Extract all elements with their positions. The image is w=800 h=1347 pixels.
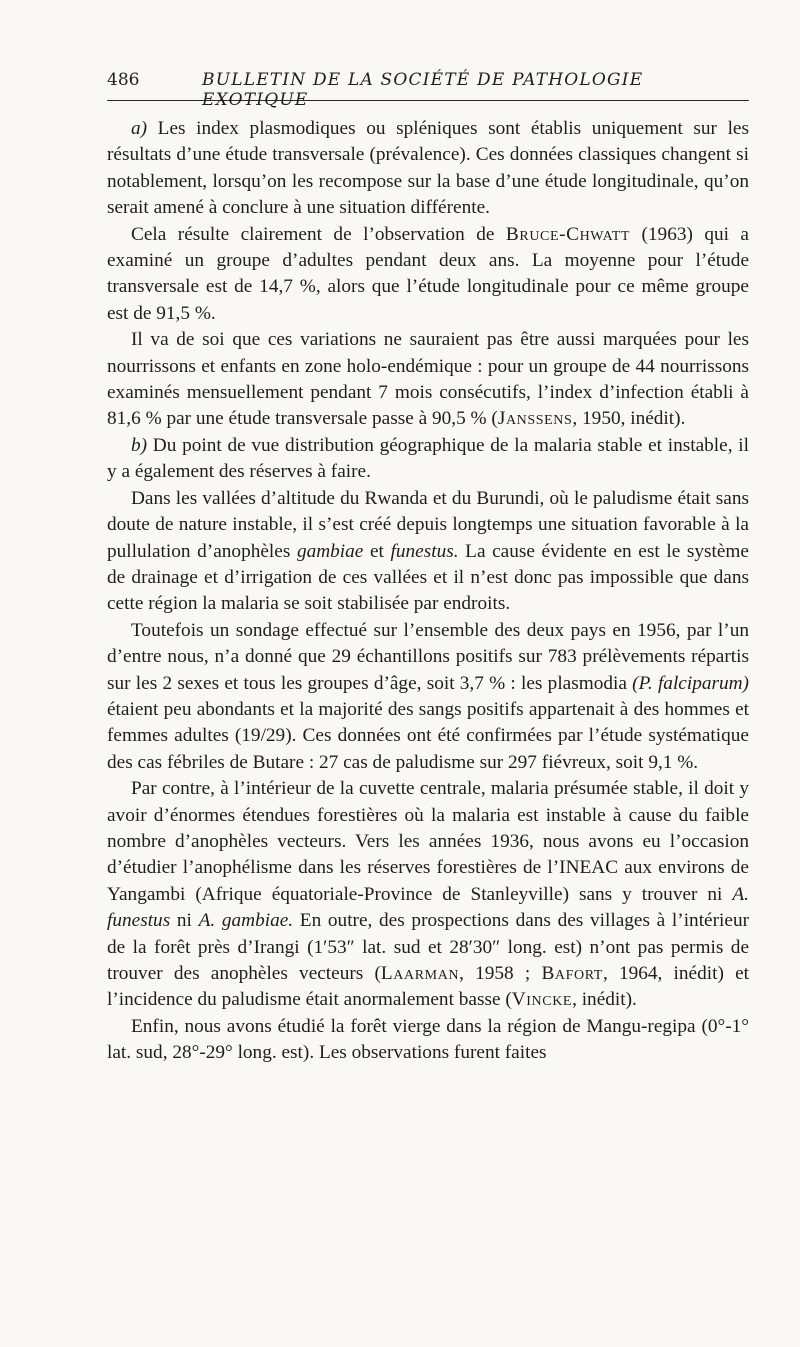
author-citation: Bafort: [541, 963, 603, 984]
paragraph-text: , inédit).: [572, 989, 637, 1011]
paragraph-text: En outre, des prospections dans des villages à l’intérieur de la forêt près d’Irangi (1′53″ lat. sud et 28′30″ long. est) n’ont pas permis de trouver des anophèles vecteurs (: [107, 910, 750, 984]
species-name: (P. falciparum): [632, 672, 749, 694]
species-name: funestus.: [390, 540, 459, 562]
paragraph-text: Par contre, à l’intérieur de la cuvette centrale, malaria présumée stable, il doit y avoir d’énormes étendues forestières où la malaria est instable à cause du faible nombre d’anophèles vecteurs. Vers les années 1936, nous avons eu l’occasion d’étudier l’anophélisme dans les réserves forestières de l’INEAC aux environs de Yangambi (Afrique équatoriale-Province de Stanleyville) sans y trouver ni: [107, 778, 749, 905]
paragraph-text: ni: [170, 910, 199, 932]
body-text: [107, 116, 749, 1067]
author-citation: Vincke: [511, 989, 573, 1011]
paragraph-text: , 1950, inédit).: [572, 408, 686, 430]
paragraph-text: , 1958 ;: [459, 963, 542, 984]
species-name: A. funestus: [107, 883, 749, 932]
paragraph-text: et: [363, 540, 391, 562]
list-label-a: a): [131, 118, 148, 139]
paragraph-text: Cela résulte clairement de l’observation de: [131, 223, 506, 245]
paragraph-text: (1963) qui a examiné un groupe d’adultes pendant deux ans. La moyenne pour l’étude transversale est de 14,7 %, alors que l’étude longitudinale pour ce même groupe est de 91,5 %.: [107, 223, 749, 324]
paragraph-text: étaient peu abondants et la majorité des sangs positifs appartenait à des hommes et femmes adultes (19/29). Ces données ont été confirmées par l’étude systématique des cas fébriles de Butare : 27 cas de paludisme sur 297 fiévreux, soit 9,1 %.: [107, 698, 749, 773]
paragraph-bruce-chwatt: [107, 222, 749, 328]
paragraph-b: [107, 433, 749, 486]
running-header: [107, 70, 749, 110]
paragraph-text: Toutefois un sondage effectué sur l’ensemble des deux pays en 1956, par l’un d’entre nous, n’a donné que 29 échantillons positifs sur 783 prélèvements répartis sur les 2 sexes et tous les groupes d’âge, soit 3,7 % : les plasmodia: [107, 619, 749, 694]
paragraph-text: Les index plasmodiques ou spléniques sont établis uniquement sur les résultats d’une étude transversale (prévalence). Ces données classiques changent si notablement, lorsqu’on les recompose sur la base d’une étude longitudinale, qu’on serait amené à conclure à une situation différente.: [107, 118, 749, 219]
paragraph-cuvette-centrale: [107, 776, 749, 1014]
author-citation: Janssens: [497, 408, 573, 430]
paragraph-text: Enfin, nous avons étudié la forêt vierge dans la région de Mangu-regipa (0°-1° lat. sud, 28°-29° long. est). Les observations furent faites: [107, 1015, 749, 1064]
paragraph-holo-endemic: [107, 327, 749, 433]
author-citation: Bruce-Chwatt: [505, 223, 631, 245]
paragraph-a: [107, 116, 749, 222]
list-label-b: b): [131, 434, 148, 456]
paragraph-text: Il va de soi que ces variations ne sauraient pas être aussi marquées pour les nourrissons et enfants en zone holo-endémique : pour un groupe de 44 nourrissons examinés mensuellement pendant 7 mois consécutifs, l’index d’infection établi à 81,6 % par une étude transversale passe à 90,5 % (: [107, 329, 749, 430]
paragraph-rwanda-burundi: [107, 486, 749, 618]
author-citation: Laarman: [380, 963, 460, 984]
paragraph-mangu-regipa: [107, 1014, 749, 1067]
species-name: A. gambiae.: [198, 910, 294, 932]
paragraph-sondage: [107, 618, 749, 776]
paragraph-text: Du point de vue distribution géographique de la malaria stable et instable, il y a également des réserves à faire.: [107, 434, 749, 483]
journal-title: BULLETIN DE LA SOCIÉTÉ DE PATHOLOGIE EXOTIQUE: [202, 70, 644, 110]
paragraph-text: La cause évidente en est le système de drainage et d’irrigation de ces vallées et il n’est donc pas impossible que dans cette région la malaria se soit stabilisée par endroits.: [107, 540, 749, 615]
page-number: 486: [107, 70, 140, 90]
paragraph-text: , 1964, inédit) et l’incidence du paludisme était anormalement basse (: [107, 963, 749, 1011]
paragraph-text: Dans les vallées d’altitude du Rwanda et du Burundi, où le paludisme était sans doute de nature instable, il s’est créé depuis longtemps une situation favorable à la pullulation d’anophèles: [107, 487, 749, 562]
species-name: gambiae: [296, 540, 364, 562]
